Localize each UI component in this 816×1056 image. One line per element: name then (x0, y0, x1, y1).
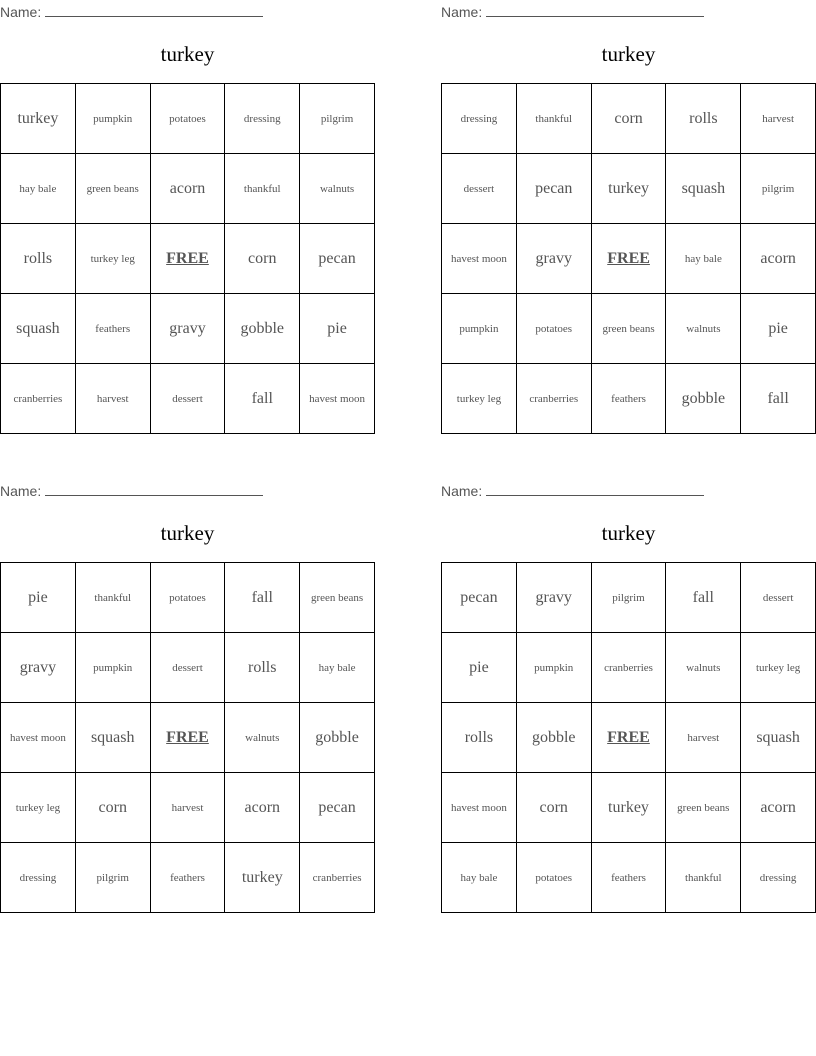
grid-row (1, 563, 375, 633)
name-label: Name: (441, 4, 483, 20)
bingo-cell: green beans (666, 773, 741, 843)
grid-row (442, 773, 816, 843)
bingo-cell: feathers (75, 294, 150, 364)
card-title: turkey (160, 42, 215, 66)
bingo-cell: walnuts (666, 633, 741, 703)
free-space: FREE (591, 224, 666, 294)
bingo-cell: cranberries (516, 364, 591, 434)
bingo-cell: pie (741, 294, 816, 364)
bingo-cell: fall (225, 364, 300, 434)
bingo-cell: squash (741, 703, 816, 773)
bingo-cell: pecan (516, 154, 591, 224)
bingo-cell: corn (225, 224, 300, 294)
bingo-cell: squash (1, 294, 76, 364)
name-field (0, 482, 263, 499)
grid-row (442, 563, 816, 633)
bingo-cell: pumpkin (516, 633, 591, 703)
bingo-cell: turkey leg (741, 633, 816, 703)
bingo-cell: potatoes (516, 843, 591, 913)
name-blank-line[interactable] (486, 3, 704, 17)
bingo-cell: gobble (516, 703, 591, 773)
free-space: FREE (591, 703, 666, 773)
bingo-cell: dessert (741, 563, 816, 633)
bingo-cell: gravy (150, 294, 225, 364)
bingo-cell: fall (666, 563, 741, 633)
name-label: Name: (0, 483, 42, 499)
bingo-cell: rolls (666, 84, 741, 154)
bingo-cell: corn (516, 773, 591, 843)
bingo-cell: hay bale (666, 224, 741, 294)
bingo-cell: acorn (741, 224, 816, 294)
card-title: turkey (601, 521, 656, 545)
grid-row (442, 294, 816, 364)
grid-row (1, 703, 375, 773)
grid-row (442, 224, 816, 294)
bingo-cell: turkey (1, 84, 76, 154)
name-field (0, 3, 263, 20)
bingo-cell: feathers (150, 843, 225, 913)
bingo-cell: corn (591, 84, 666, 154)
bingo-cell: potatoes (150, 84, 225, 154)
bingo-grid (441, 83, 816, 434)
bingo-cell: pie (1, 563, 76, 633)
bingo-cell: dessert (442, 154, 517, 224)
grid-row (442, 84, 816, 154)
bingo-cell: turkey (225, 843, 300, 913)
bingo-cell: pilgrim (300, 84, 375, 154)
name-field (441, 482, 704, 499)
name-blank-line[interactable] (45, 3, 263, 17)
grid-row (1, 154, 375, 224)
bingo-cell: pilgrim (75, 843, 150, 913)
bingo-cell: cranberries (591, 633, 666, 703)
bingo-cell: dressing (442, 84, 517, 154)
bingo-cell: pumpkin (75, 84, 150, 154)
grid-row (1, 224, 375, 294)
grid-row (1, 364, 375, 434)
bingo-cell: dressing (225, 84, 300, 154)
bingo-grid (0, 562, 375, 913)
bingo-cell: green beans (591, 294, 666, 364)
bingo-cell: pumpkin (442, 294, 517, 364)
bingo-cell: harvest (666, 703, 741, 773)
bingo-cell: walnuts (300, 154, 375, 224)
grid-row (442, 843, 816, 913)
bingo-cell: squash (666, 154, 741, 224)
bingo-cell: pie (442, 633, 517, 703)
name-blank-line[interactable] (45, 482, 263, 496)
bingo-cell: havest moon (300, 364, 375, 434)
grid-row (1, 633, 375, 703)
bingo-cell: hay bale (1, 154, 76, 224)
bingo-cell: fall (741, 364, 816, 434)
grid-row (1, 84, 375, 154)
bingo-cell: thankful (666, 843, 741, 913)
bingo-cell: squash (75, 703, 150, 773)
bingo-cell: potatoes (150, 563, 225, 633)
bingo-cell: gravy (516, 224, 591, 294)
bingo-cell: feathers (591, 364, 666, 434)
card-title: turkey (160, 521, 215, 545)
bingo-cell: acorn (741, 773, 816, 843)
bingo-cell: dressing (1, 843, 76, 913)
bingo-cell: turkey leg (75, 224, 150, 294)
bingo-cell: rolls (442, 703, 517, 773)
bingo-cell: acorn (225, 773, 300, 843)
bingo-cell: turkey leg (1, 773, 76, 843)
bingo-cell: turkey (591, 773, 666, 843)
bingo-grid (441, 562, 816, 913)
free-space: FREE (150, 224, 225, 294)
card-title: turkey (601, 42, 656, 66)
bingo-cell: harvest (741, 84, 816, 154)
free-space: FREE (150, 703, 225, 773)
bingo-cell: green beans (300, 563, 375, 633)
bingo-cell: havest moon (442, 773, 517, 843)
bingo-cell: rolls (1, 224, 76, 294)
bingo-cell: havest moon (442, 224, 517, 294)
bingo-cell: pilgrim (741, 154, 816, 224)
bingo-cell: pie (300, 294, 375, 364)
bingo-cell: pecan (442, 563, 517, 633)
bingo-cell: pumpkin (75, 633, 150, 703)
bingo-cell: walnuts (666, 294, 741, 364)
bingo-cell: thankful (516, 84, 591, 154)
bingo-cell: green beans (75, 154, 150, 224)
bingo-cell: havest moon (1, 703, 76, 773)
bingo-cell: hay bale (442, 843, 517, 913)
bingo-cell: gobble (666, 364, 741, 434)
bingo-cell: turkey (591, 154, 666, 224)
grid-row (442, 703, 816, 773)
bingo-cell: cranberries (1, 364, 76, 434)
bingo-cell: pecan (300, 224, 375, 294)
grid-row (442, 154, 816, 224)
bingo-cell: turkey leg (442, 364, 517, 434)
grid-row (1, 294, 375, 364)
bingo-cell: thankful (225, 154, 300, 224)
bingo-cell: cranberries (300, 843, 375, 913)
grid-row (1, 843, 375, 913)
bingo-cell: pilgrim (591, 563, 666, 633)
bingo-cell: rolls (225, 633, 300, 703)
bingo-cell: dessert (150, 364, 225, 434)
name-blank-line[interactable] (486, 482, 704, 496)
bingo-cell: hay bale (300, 633, 375, 703)
name-label: Name: (0, 4, 42, 20)
bingo-cell: gobble (300, 703, 375, 773)
name-label: Name: (441, 483, 483, 499)
bingo-cell: dessert (150, 633, 225, 703)
grid-row (442, 364, 816, 434)
bingo-cell: harvest (75, 364, 150, 434)
bingo-cell: harvest (150, 773, 225, 843)
bingo-cell: corn (75, 773, 150, 843)
bingo-cell: gravy (516, 563, 591, 633)
grid-row (442, 633, 816, 703)
bingo-cell: thankful (75, 563, 150, 633)
bingo-cell: gravy (1, 633, 76, 703)
grid-row (1, 773, 375, 843)
bingo-grid (0, 83, 375, 434)
bingo-cell: dressing (741, 843, 816, 913)
bingo-cell: fall (225, 563, 300, 633)
bingo-cell: pecan (300, 773, 375, 843)
bingo-cell: gobble (225, 294, 300, 364)
bingo-cell: acorn (150, 154, 225, 224)
bingo-cell: walnuts (225, 703, 300, 773)
name-field (441, 3, 704, 20)
bingo-cell: feathers (591, 843, 666, 913)
bingo-cell: potatoes (516, 294, 591, 364)
